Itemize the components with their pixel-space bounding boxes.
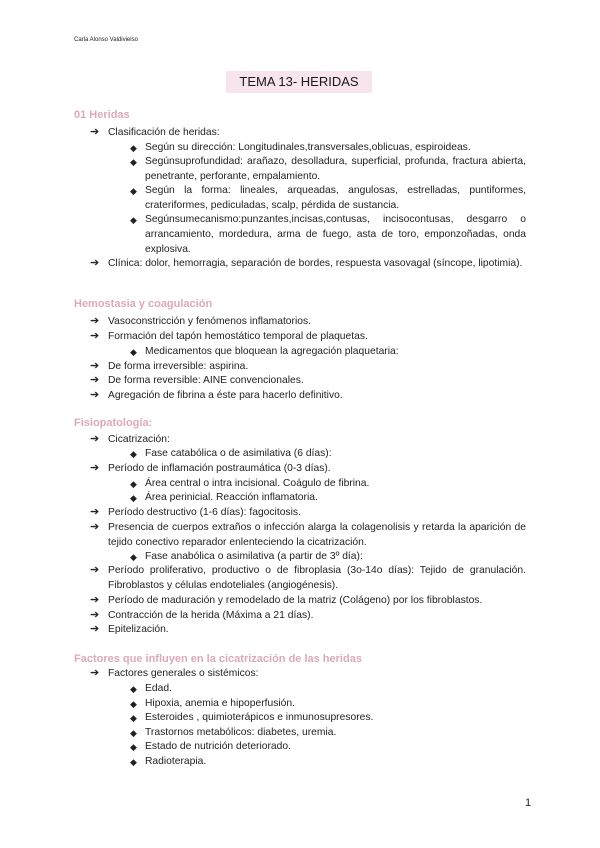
diamond-icon: ◆ <box>130 684 137 694</box>
list-item: ➔ Vasoconstricción y fenómenos inflamatorios. <box>90 315 311 327</box>
arrow-icon: ➔ <box>90 315 100 327</box>
diamond-icon: ◆ <box>130 713 137 723</box>
diamond-icon: ◆ <box>130 728 137 738</box>
sub-list-item: ◆ Medicamentos que bloquean la agregación plaquetaria: <box>130 344 526 359</box>
list-item: ➔ Presencia de cuerpos extraños o infección alarga la colagenolisis y retarda la aparición de tejido conectivo reparador enlenteciendo la cicatrización. <box>90 521 526 548</box>
sub-list-item: ◆ Fase catabólica o de asimilativa (6 días): <box>130 446 526 461</box>
diamond-icon: ◆ <box>130 742 137 752</box>
arrow-icon: ➔ <box>90 609 100 621</box>
list-item: ➔ De forma reversible: AINE convencionales. <box>90 374 304 386</box>
sub-list-item: ◆ Área central o intra incisional. Coágulo de fibrina. <box>130 476 526 491</box>
list-item: ➔ De forma irreversible: aspirina. <box>90 360 249 372</box>
list-item: ➔ Formación del tapón hemostático temporal de plaquetas. <box>90 330 368 342</box>
arrow-icon: ➔ <box>90 462 100 474</box>
list-item: ➔ Factores generales o sistémicos: <box>90 667 259 679</box>
arrow-icon: ➔ <box>90 667 100 679</box>
arrow-icon: ➔ <box>90 594 100 606</box>
page-title: TEMA 13- HERIDAS <box>226 71 372 93</box>
sub-list-item: ◆ Trastornos metabólicos: diabetes, uremia. <box>130 725 526 740</box>
section-heading-factores: Factores que influyen en la cicatrización de las heridas <box>74 653 362 665</box>
diamond-icon: ◆ <box>130 449 137 459</box>
arrow-icon: ➔ <box>90 257 100 269</box>
diamond-icon: ◆ <box>130 479 137 489</box>
diamond-icon: ◆ <box>130 347 137 357</box>
arrow-icon: ➔ <box>90 506 100 518</box>
sub-list-item: ◆ Esteroides , quimioterápicos e inmunosupresores. <box>130 710 526 725</box>
sub-list-item: ◆ Hipoxia, anemia e hipoperfusión. <box>130 696 526 711</box>
diamond-icon: ◆ <box>130 757 137 767</box>
arrow-icon: ➔ <box>90 126 100 138</box>
arrow-icon: ➔ <box>90 389 100 401</box>
arrow-icon: ➔ <box>90 564 100 576</box>
section-heading-fisiopatologia: Fisiopatología: <box>74 417 153 429</box>
diamond-icon: ◆ <box>130 143 137 153</box>
arrow-icon: ➔ <box>90 623 100 635</box>
sub-list-item: ◆ Radioterapia. <box>130 754 526 769</box>
list-item: ➔ Período de inflamación postraumática (0-3 días). <box>90 462 331 474</box>
diamond-icon: ◆ <box>130 552 137 562</box>
author-name: Carla Alonso Valdivielso <box>74 37 138 43</box>
sub-list-item: ◆ Estado de nutrición deteriorado. <box>130 739 526 754</box>
page-number: 1 <box>525 797 532 809</box>
diamond-icon: ◆ <box>130 157 137 167</box>
list-item: ➔ Período de maduración y remodelado de la matriz (Colágeno) por los fibroblastos. <box>90 594 483 606</box>
arrow-icon: ➔ <box>90 330 100 342</box>
diamond-icon: ◆ <box>130 493 137 503</box>
arrow-icon: ➔ <box>90 360 100 372</box>
list-item: ➔ Agregación de fibrina a éste para hacerlo definitivo. <box>90 389 343 401</box>
sub-list-item: ◆ Área perinicial. Reacción inflamatoria. <box>130 490 526 505</box>
sub-list-item: ◆ Según su dirección: Longitudinales,transversales,oblicuas, espiroideas. <box>130 140 526 155</box>
section-heading-hemostasia: Hemostasia y coagulación <box>74 298 213 310</box>
list-item: ➔ Clasificación de heridas: <box>90 126 220 138</box>
diamond-icon: ◆ <box>130 186 137 196</box>
sub-list-item: ◆ Edad. <box>130 681 526 696</box>
section-heading-heridas: 01 Heridas <box>74 109 130 121</box>
list-item: ➔ Período destructivo (1-6 días): fagocitosis. <box>90 506 301 518</box>
list-item: ➔ Período proliferativo, productivo o de fibroplasia (3o-14o días): Tejido de granulación. Fibroblastos y células endoteliales (angiogénesis). <box>90 564 526 591</box>
list-item: ➔ Clínica: dolor, hemorragia, separación de bordes, respuesta vasovagal (síncope, lipotimia). <box>90 257 523 269</box>
list-item: ➔ Cicatrización: <box>90 433 170 445</box>
arrow-icon: ➔ <box>90 374 100 386</box>
sub-list-item: ◆ Según la forma: lineales, arqueadas, angulosas, estrelladas, puntiformes, crateriformes, pediculadas, scalp, pérdida de sustancia. <box>130 185 526 211</box>
sub-list-item: ◆ Fase anabólica o asimilativa (a partir de 3º día): <box>130 549 526 564</box>
sub-list-item: ◆ Segúnsuprofundidad: arañazo, desolladura, superficial, profunda, fractura abierta, penetrante, perforante, empalamiento. <box>130 156 526 182</box>
arrow-icon: ➔ <box>90 521 100 533</box>
sub-list-item: ◆ Segúnsumecanismo:punzantes,incisas,contusas, incisocontusas, desgarro o arrancamiento, mordedura, arma de fuego, asta de toro, emponzoñadas, onda explosiva. <box>130 214 526 255</box>
list-item: ➔ Epitelización. <box>90 623 169 635</box>
list-item: ➔ Contracción de la herida (Máxima a 21 días). <box>90 609 314 621</box>
diamond-icon: ◆ <box>130 215 137 225</box>
arrow-icon: ➔ <box>90 433 100 445</box>
diamond-icon: ◆ <box>130 699 137 709</box>
